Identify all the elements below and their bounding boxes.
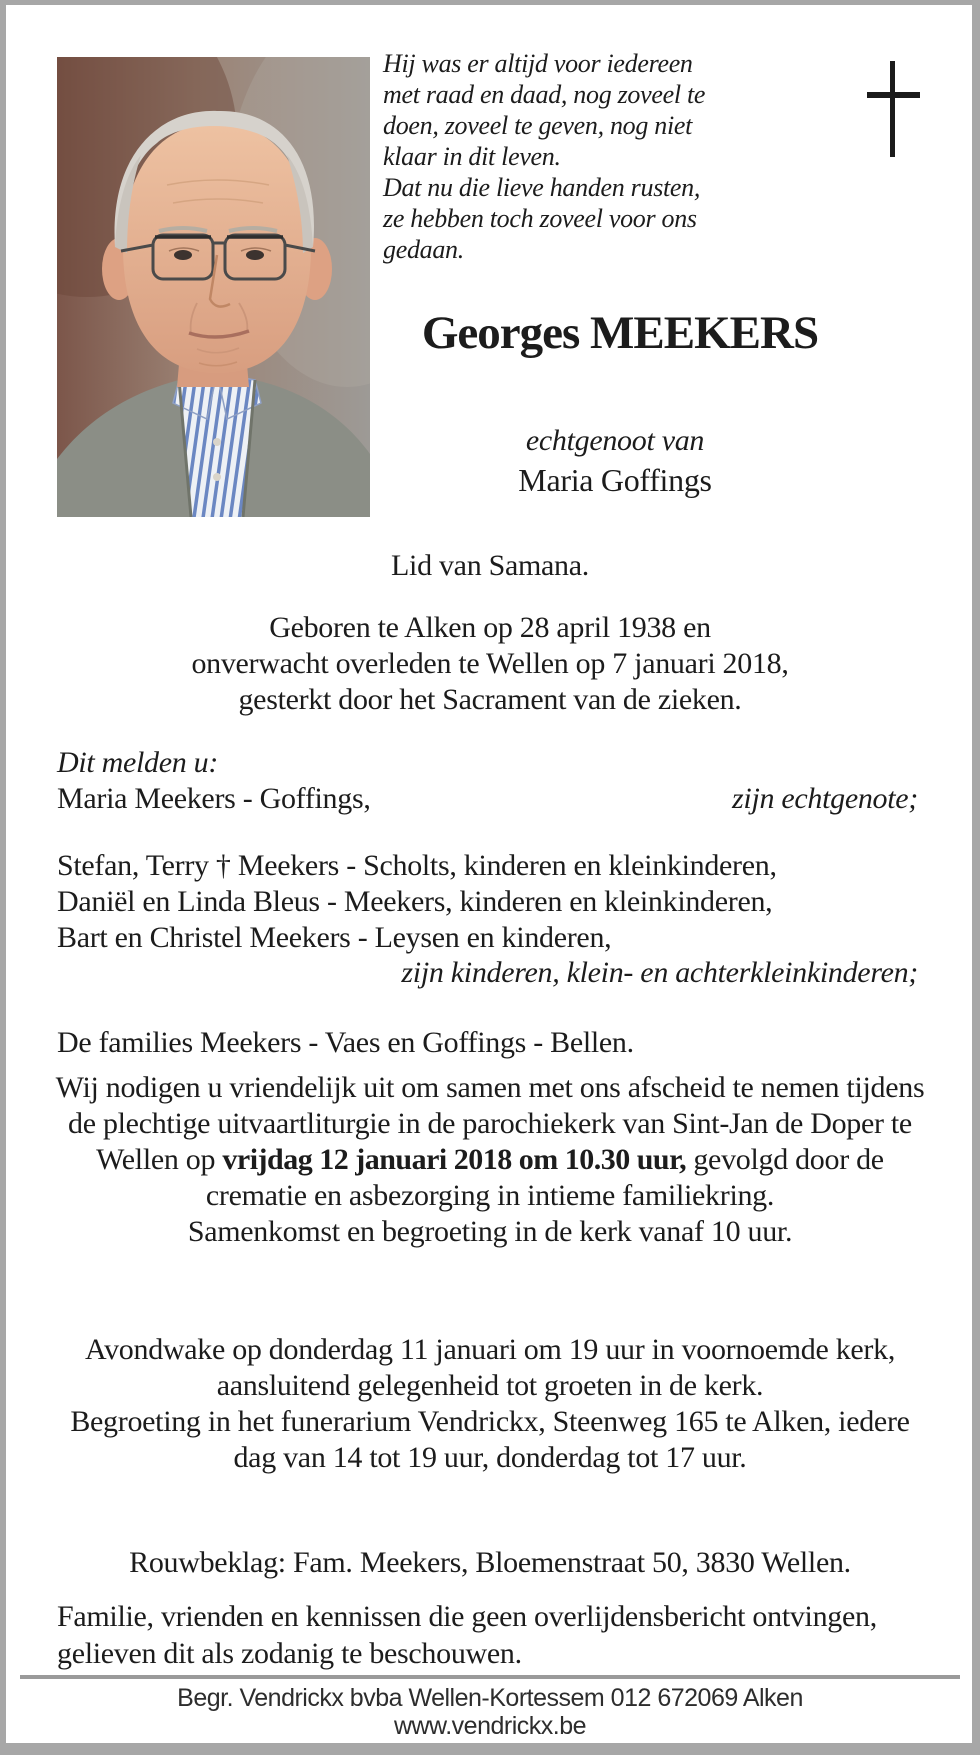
page-border-left <box>0 0 6 1755</box>
poem-line: ze hebben toch zoveel voor ons <box>383 204 697 233</box>
poem-line: klaar in dit leven. <box>383 142 561 171</box>
cross-icon <box>867 61 920 157</box>
notice-paragraph: Familie, vrienden en kennissen die geen overlijdensbericht ontvingen, gelieven dit als zodanig te beschouwen. <box>57 1600 877 1670</box>
website-line: www.vendrickx.be <box>393 1712 587 1740</box>
children-list <box>57 848 937 956</box>
children-line: Bart en Christel Meekers - Leysen en kinderen, <box>57 921 612 954</box>
page-border-top <box>0 0 980 5</box>
membership-line: Lid van Samana. <box>391 549 589 582</box>
poem-line: met raad en daad, nog zoveel te <box>383 80 706 109</box>
wake-line: Avondwake op donderdag 11 januari om 19 uur in voornoemde kerk, aansluitend gelegenheid tot groeten in de kerk. <box>84 1333 896 1402</box>
families-line: De families Meekers - Vaes en Goffings - Bellen. <box>57 1026 634 1059</box>
relation-label: echtgenoot van <box>525 424 705 457</box>
poem-line: Hij was er altijd voor iedereen <box>383 49 693 78</box>
condolence-line: Rouwbeklag: Fam. Meekers, Bloemenstraat 50, 3830 Wellen. <box>129 1546 851 1579</box>
invitation-text: gevolgd door de crematie en asbezorging in intieme familiekring. <box>205 1143 884 1212</box>
deceased-name: Georges MEEKERS <box>421 307 819 359</box>
gathering-line: Samenkomst en begroeting in de kerk vanaf 10 uur. <box>187 1215 793 1248</box>
announcer-relation: zijn echtgenote; <box>732 782 918 815</box>
children-line: Stefan, Terry † Meekers - Scholts, kinderen en kleinkinderen, <box>57 849 777 882</box>
life-dates-line: gesterkt door het Sacrament van de zieken. <box>238 683 742 716</box>
poem-line: Dat nu die lieve handen rusten, <box>383 173 701 202</box>
portrait-photo <box>57 57 370 517</box>
page-border-bottom <box>0 1743 980 1755</box>
wake-paragraph <box>50 1332 930 1476</box>
footer-divider <box>20 1675 960 1679</box>
poem <box>383 48 813 265</box>
children-line: Daniël en Linda Bleus - Meekers, kinderen en kleinkinderen, <box>57 885 773 918</box>
funeral-home-line: Begr. Vendrickx bvba Wellen-Kortessem 012 672069 Alken <box>177 1684 803 1712</box>
footer <box>0 1684 980 1740</box>
spouse-announcer-row <box>57 782 918 816</box>
life-dates <box>30 610 950 718</box>
funerarium-line: Begroeting in het funerarium Vendrickx, Steenweg 165 te Alken, iedere dag van 14 tot 19 uur, donderdag tot 17 uur. <box>70 1405 910 1474</box>
poem-line: doen, zoveel te geven, nog niet <box>383 111 693 140</box>
life-dates-line: onverwacht overleden te Wellen op 7 januari 2018, <box>191 647 789 680</box>
announce-label: Dit melden u: <box>57 746 219 779</box>
page-border-right <box>972 0 980 1755</box>
invitation-bold-date: vrijdag 12 januari 2018 om 10.30 uur, <box>222 1143 687 1176</box>
life-dates-line: Geboren te Alken op 28 april 1938 en <box>269 611 711 644</box>
invitation-paragraph <box>50 1070 930 1250</box>
invitation-text: Wij nodigen u vriendelijk uit om samen met ons afscheid te nemen tijdens de plechtige uitvaartliturgie in de parochiekerk van Sint-Jan de Doper te Wellen op <box>55 1071 925 1176</box>
spouse-name: Maria Goffings <box>518 462 712 498</box>
announcer-name: Maria Meekers - Goffings, <box>57 782 371 815</box>
poem-line: gedaan. <box>383 235 464 264</box>
children-relation: zijn kinderen, klein- en achterkleinkinderen; <box>401 956 918 989</box>
